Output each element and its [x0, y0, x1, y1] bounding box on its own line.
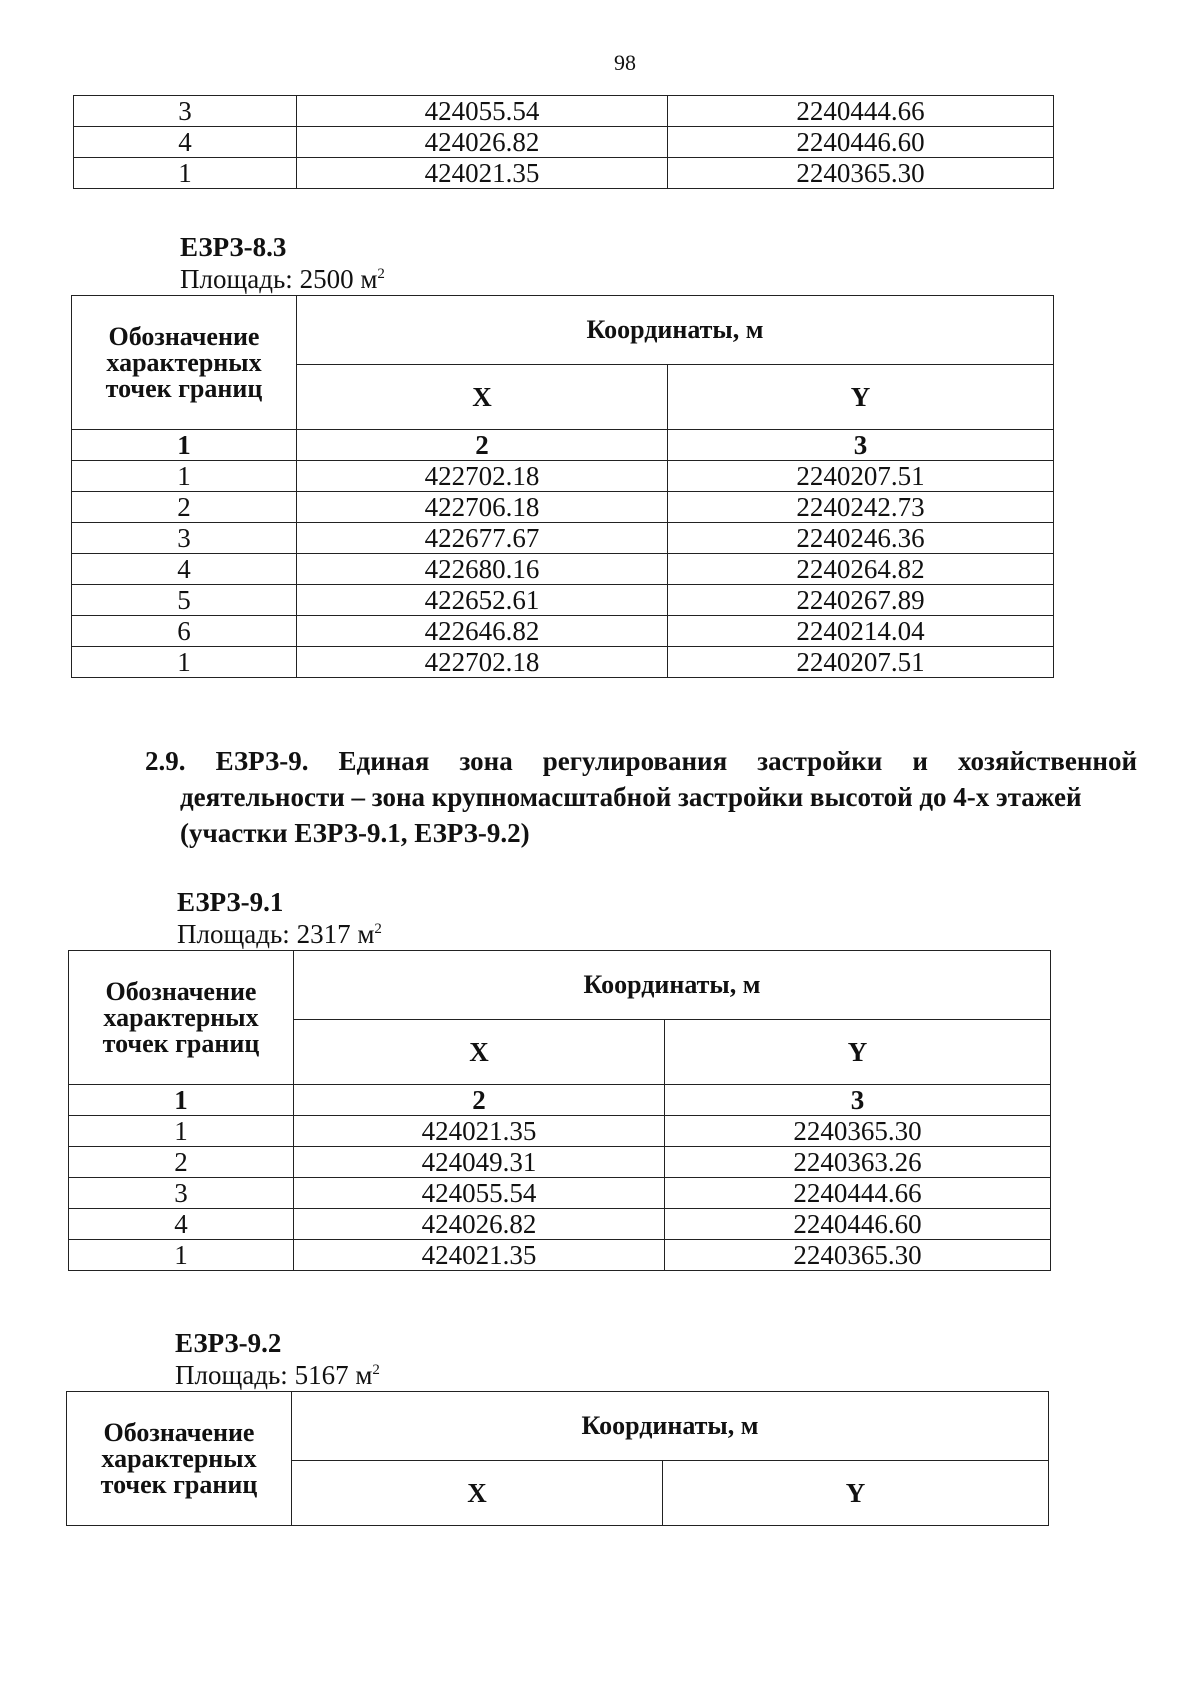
x-cell: 422706.18 — [297, 492, 668, 523]
point-cell: 1 — [69, 1240, 294, 1271]
section-title-line: (участки ЕЗРЗ-9.1, ЕЗРЗ-9.2) — [180, 818, 530, 848]
table-row — [69, 1116, 1051, 1147]
table-row — [72, 461, 1054, 492]
column-number: 2 — [294, 1085, 665, 1116]
x-cell: 422652.61 — [297, 585, 668, 616]
x-cell: 424055.54 — [294, 1178, 665, 1209]
coordinates-table-ezrz-8-3 — [71, 295, 1054, 678]
y-cell: 2240246.36 — [668, 523, 1054, 554]
area-unit-exponent: 2 — [377, 266, 385, 282]
y-cell: 2240365.30 — [665, 1116, 1051, 1147]
y-cell: 2240264.82 — [668, 554, 1054, 585]
area-unit-exponent: 2 — [372, 1362, 380, 1378]
x-cell: 424021.35 — [294, 1116, 665, 1147]
points-header-line: точек границ — [105, 373, 263, 403]
y-header: Y — [668, 365, 1054, 430]
y-cell: 2240207.51 — [668, 461, 1054, 492]
section-title-line: деятельности – зона крупномасштабной застройки высотой до 4-х этажей — [180, 782, 1082, 812]
section-heading-line — [145, 743, 1137, 779]
y-cell: 2240444.66 — [668, 96, 1054, 127]
points-header-line: характерных — [101, 1443, 257, 1473]
point-cell: 1 — [72, 461, 297, 492]
block-title: ЕЗРЗ-9.1 — [177, 887, 284, 917]
block-title: ЕЗРЗ-8.3 — [180, 232, 287, 262]
points-header-line: Обозначение — [108, 321, 260, 351]
block-area — [180, 264, 385, 295]
area-label: Площадь: — [177, 919, 290, 949]
point-cell: 3 — [74, 96, 297, 127]
x-cell: 422646.82 — [297, 616, 668, 647]
y-cell: 2240242.73 — [668, 492, 1054, 523]
table-row — [72, 616, 1054, 647]
x-cell: 422677.67 — [297, 523, 668, 554]
table-row — [74, 127, 1054, 158]
points-header-line: характерных — [103, 1002, 259, 1032]
points-header — [67, 1392, 292, 1526]
continuation-coordinates-table — [73, 95, 1054, 189]
point-cell: 3 — [69, 1178, 294, 1209]
table-row — [72, 523, 1054, 554]
table-row — [74, 158, 1054, 189]
coordinates-header: Координаты, м — [294, 951, 1051, 1020]
points-header-line: Обозначение — [103, 1417, 255, 1447]
coordinates-table-ezrz-9-2 — [66, 1391, 1049, 1526]
column-number-row — [72, 430, 1054, 461]
point-cell: 4 — [74, 127, 297, 158]
x-cell: 424055.54 — [297, 96, 668, 127]
coordinates-header: Координаты, м — [292, 1392, 1049, 1461]
column-number: 3 — [668, 430, 1054, 461]
area-unit-exponent: 2 — [374, 921, 382, 937]
x-cell: 424021.35 — [297, 158, 668, 189]
table-row — [74, 96, 1054, 127]
points-header-line: характерных — [106, 347, 262, 377]
x-cell: 424026.82 — [294, 1209, 665, 1240]
page-number: 98 — [614, 50, 636, 75]
column-number: 3 — [665, 1085, 1051, 1116]
point-cell: 3 — [72, 523, 297, 554]
point-cell: 4 — [72, 554, 297, 585]
point-cell: 5 — [72, 585, 297, 616]
block-area — [177, 919, 382, 950]
table-row — [69, 1209, 1051, 1240]
area-label: Площадь: — [180, 264, 293, 294]
points-header-line: точек границ — [102, 1028, 260, 1058]
x-header: X — [292, 1461, 663, 1526]
column-number: 1 — [72, 430, 297, 461]
y-cell: 2240363.26 — [665, 1147, 1051, 1178]
x-cell: 424021.35 — [294, 1240, 665, 1271]
y-header: Y — [665, 1020, 1051, 1085]
point-cell: 6 — [72, 616, 297, 647]
section-heading — [145, 743, 1137, 851]
y-cell: 2240446.60 — [665, 1209, 1051, 1240]
column-number: 1 — [69, 1085, 294, 1116]
point-cell: 1 — [69, 1116, 294, 1147]
y-cell: 2240267.89 — [668, 585, 1054, 616]
area-value: 2317 м — [296, 919, 375, 949]
table-row — [69, 1147, 1051, 1178]
area-label: Площадь: — [175, 1360, 288, 1390]
table-row — [69, 1178, 1051, 1209]
y-cell: 2240446.60 — [668, 127, 1054, 158]
point-cell: 2 — [72, 492, 297, 523]
point-cell: 1 — [72, 647, 297, 678]
table-row — [72, 585, 1054, 616]
coordinates-header: Координаты, м — [297, 296, 1054, 365]
table-row — [72, 492, 1054, 523]
x-header: X — [297, 365, 668, 430]
points-header — [72, 296, 297, 430]
y-header: Y — [663, 1461, 1049, 1526]
area-value: 5167 м — [294, 1360, 373, 1390]
x-cell: 424026.82 — [297, 127, 668, 158]
point-cell: 2 — [69, 1147, 294, 1178]
table-row — [69, 1240, 1051, 1271]
section-number: 2.9. — [145, 746, 186, 776]
x-cell: 422680.16 — [297, 554, 668, 585]
x-cell: 422702.18 — [297, 461, 668, 492]
column-number-row — [69, 1085, 1051, 1116]
y-cell: 2240207.51 — [668, 647, 1054, 678]
y-cell: 2240214.04 — [668, 616, 1054, 647]
point-cell: 1 — [74, 158, 297, 189]
points-header — [69, 951, 294, 1085]
y-cell: 2240365.30 — [668, 158, 1054, 189]
block-area — [175, 1360, 380, 1391]
x-cell: 424049.31 — [294, 1147, 665, 1178]
area-value: 2500 м — [299, 264, 378, 294]
points-header-line: точек границ — [100, 1469, 258, 1499]
section-title-line: ЕЗРЗ-9. Единая зона регулирования застройки и хозяйственной — [215, 746, 1137, 776]
block-title: ЕЗРЗ-9.2 — [175, 1328, 282, 1358]
table-row — [72, 554, 1054, 585]
coordinates-table-ezrz-9-1 — [68, 950, 1051, 1271]
y-cell: 2240444.66 — [665, 1178, 1051, 1209]
y-cell: 2240365.30 — [665, 1240, 1051, 1271]
x-header: X — [294, 1020, 665, 1085]
x-cell: 422702.18 — [297, 647, 668, 678]
point-cell: 4 — [69, 1209, 294, 1240]
column-number: 2 — [297, 430, 668, 461]
table-row — [72, 647, 1054, 678]
points-header-line: Обозначение — [105, 976, 257, 1006]
